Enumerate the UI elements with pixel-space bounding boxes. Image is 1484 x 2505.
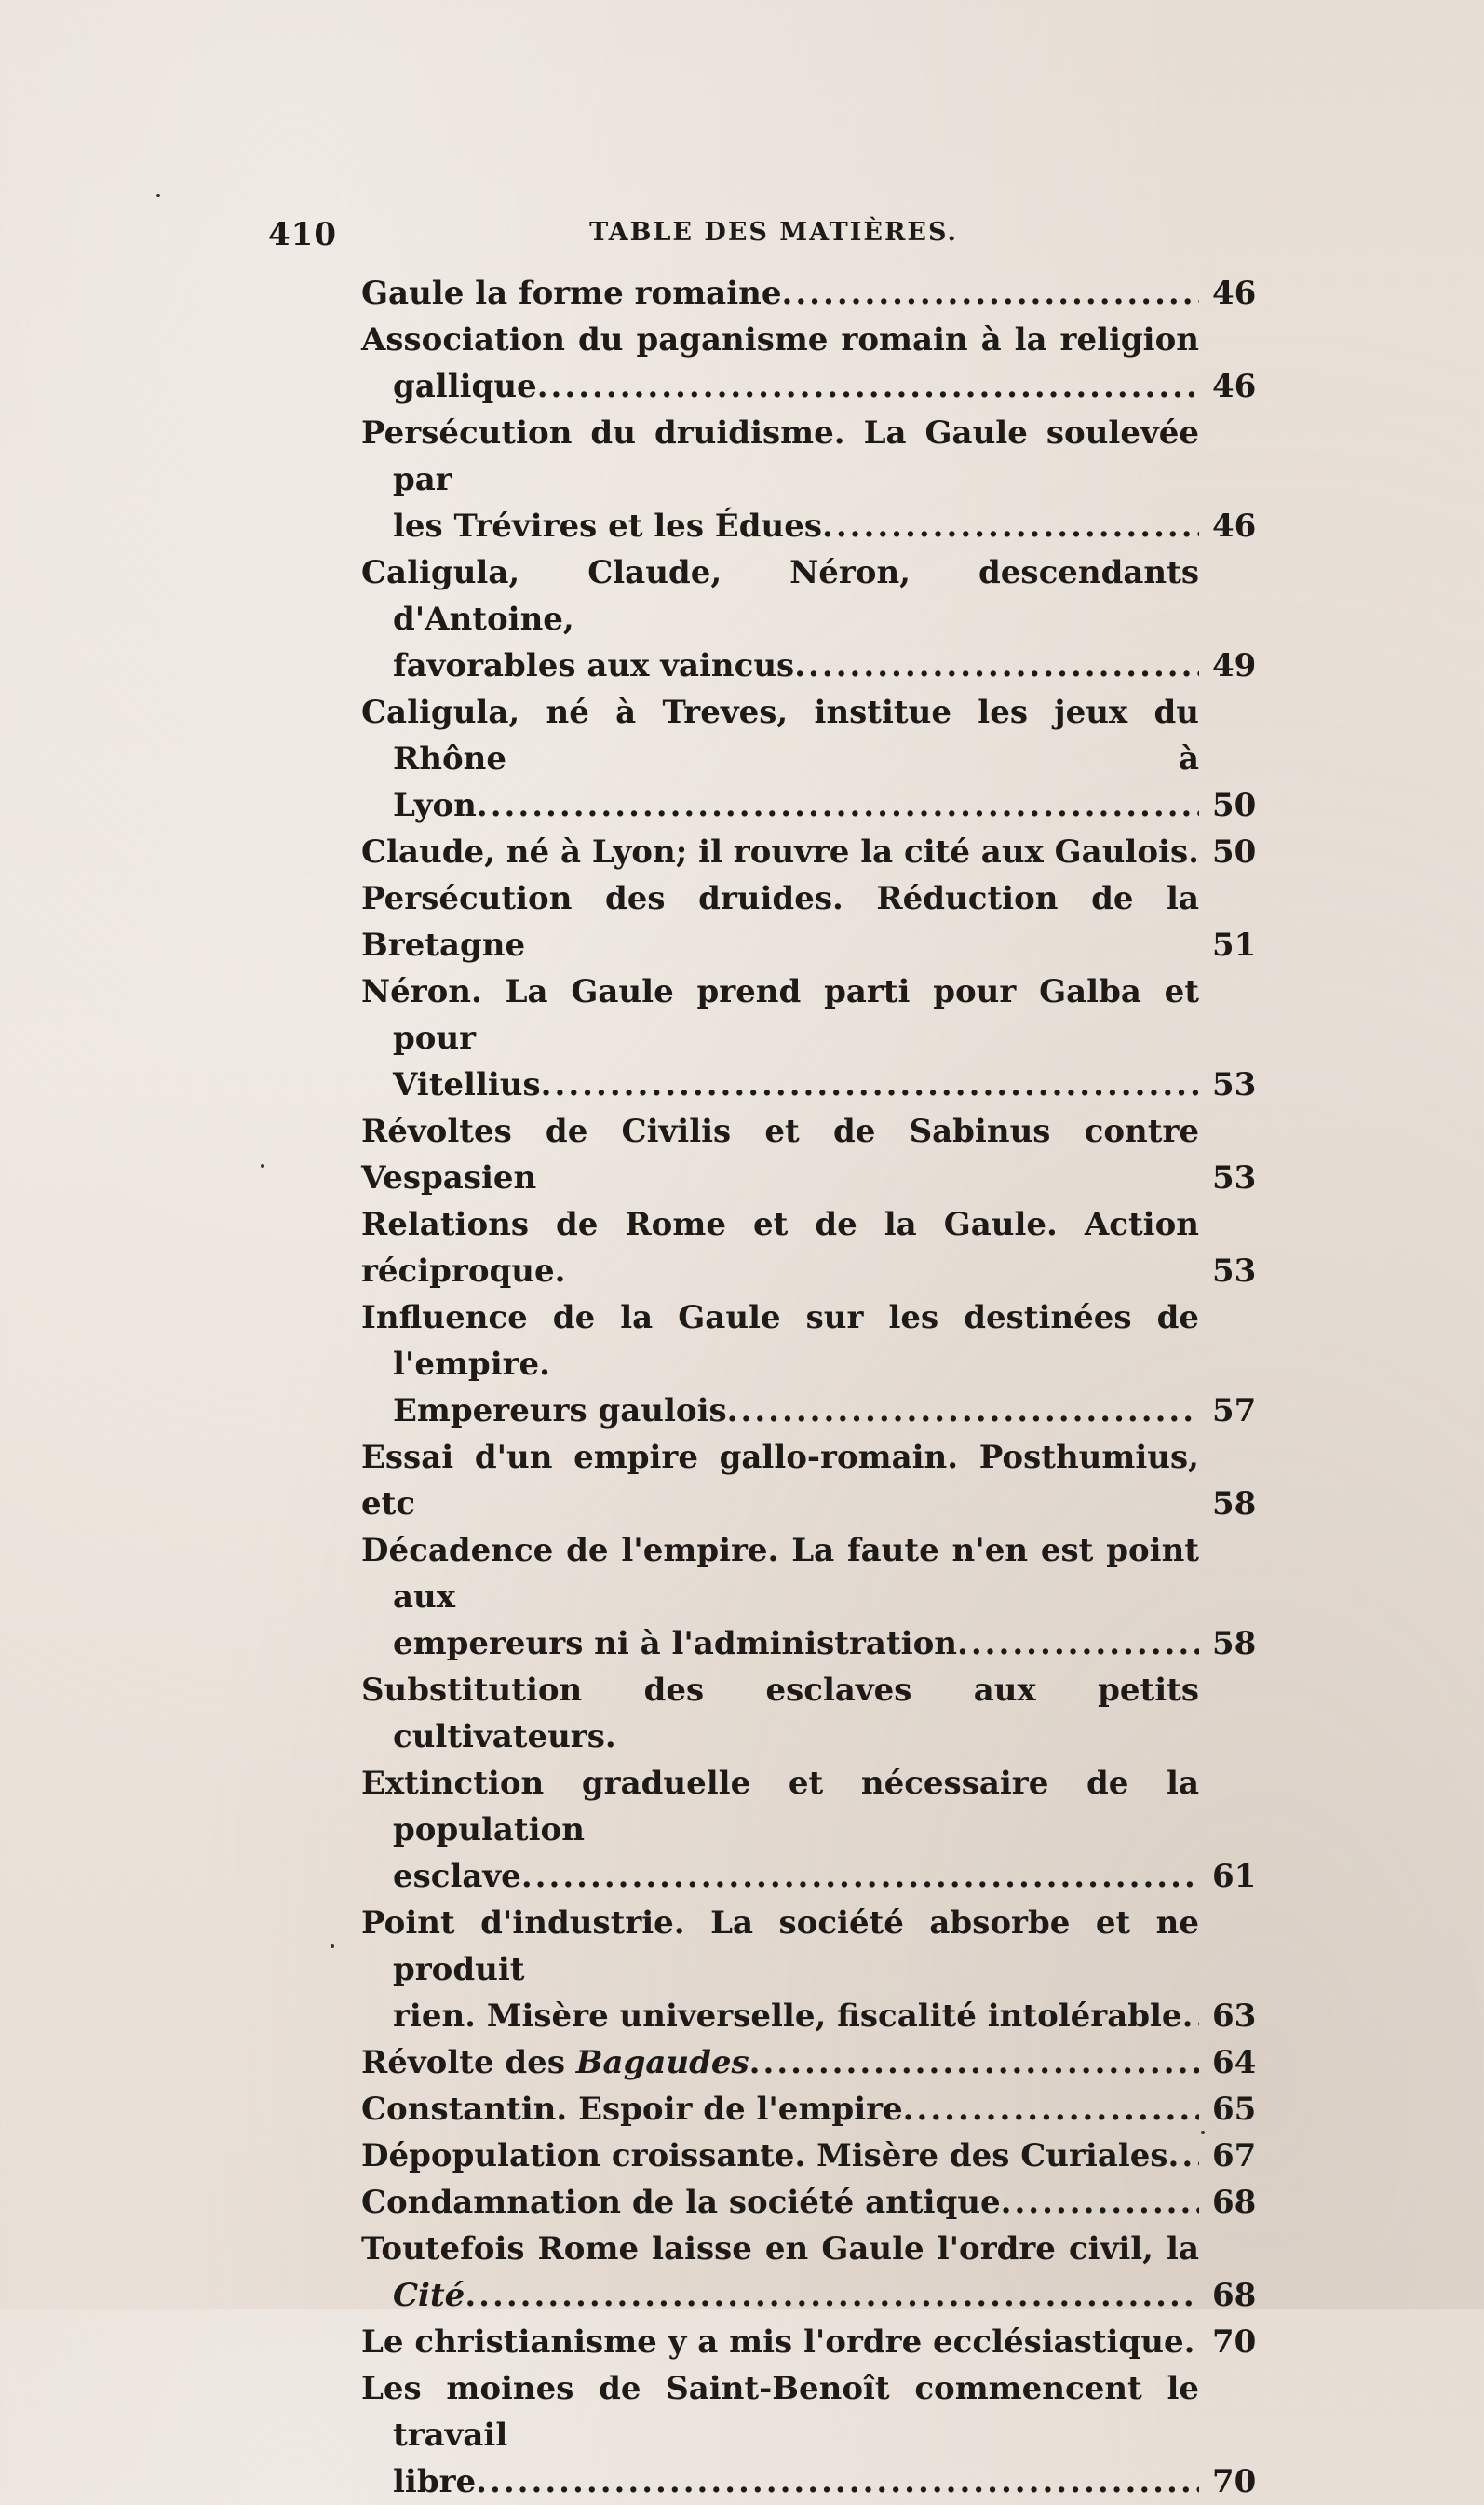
toc-entry-text: Association du paganisme romain à la religion xyxy=(361,321,1199,359)
paper-speck xyxy=(331,1944,334,1948)
toc-entry xyxy=(361,1667,1277,1900)
toc-entry-text: Relations de Rome et de la Gaule. Action réciproque. xyxy=(361,1206,1199,1290)
toc-page-number: 53 xyxy=(1212,1252,1257,1290)
toc-entry-last-line xyxy=(361,2133,1199,2179)
toc-entry-last-line xyxy=(361,1108,1199,1201)
toc-page-number: 50 xyxy=(1212,787,1257,824)
toc-entry xyxy=(361,1900,1277,2039)
toc-entry-text: Caligula, Claude, Néron, descendants d'Antoine, xyxy=(361,554,1199,638)
toc-entry-text: Condamnation de la société antique xyxy=(361,2184,1001,2221)
dot-leader xyxy=(1168,2133,1199,2179)
toc-entry-text: Les moines de Saint-Benoît commencent le travail xyxy=(361,2370,1199,2454)
toc-page-number: 67 xyxy=(1212,2137,1257,2174)
toc-page-number: 53 xyxy=(1212,1066,1257,1104)
toc-entry-last-line xyxy=(361,270,1199,317)
toc-entry xyxy=(361,549,1277,689)
toc-page-number: 51 xyxy=(1212,927,1257,964)
toc-entry-text: Claude, né à Lyon; il rouvre la cité aux Gaulois xyxy=(361,833,1189,871)
dot-leader xyxy=(1184,2319,1199,2365)
paper-speck xyxy=(1201,2131,1205,2134)
toc-page-number: 46 xyxy=(1212,508,1257,545)
paper-speck xyxy=(261,1164,264,1168)
dot-leader xyxy=(477,782,1199,829)
dot-leader xyxy=(749,2039,1199,2086)
toc-entry-last-line xyxy=(361,2319,1199,2365)
dot-leader xyxy=(781,270,1199,317)
toc-entry-text: rien. Misère universelle, fiscalité intolérable xyxy=(393,1997,1182,2035)
dot-leader xyxy=(957,1620,1199,1667)
toc-entry-text: Lyon xyxy=(393,787,477,824)
toc-entry-last-line xyxy=(361,2086,1199,2133)
toc-page-number: 58 xyxy=(1212,1625,1257,1662)
toc-entry xyxy=(361,829,1277,875)
toc-entry-last-line xyxy=(361,829,1199,875)
toc-page-number: 53 xyxy=(1212,1159,1257,1197)
toc-entry xyxy=(361,1527,1277,1667)
toc-entry xyxy=(361,2179,1277,2226)
toc-entry-text: favorables aux vaincus xyxy=(393,647,795,684)
toc-entry-last-line xyxy=(393,1388,1199,1434)
toc-page-number: 46 xyxy=(1212,368,1257,405)
dot-leader xyxy=(727,1388,1199,1434)
toc-entry-last-line xyxy=(393,2272,1199,2319)
toc-entry-last-line xyxy=(361,875,1199,968)
toc-entry xyxy=(361,875,1277,968)
dot-leader xyxy=(1001,2179,1199,2226)
dot-leader xyxy=(537,363,1199,410)
page-header xyxy=(268,216,1279,253)
toc-entry-text: Vitellius xyxy=(393,1066,541,1104)
dot-leader xyxy=(822,503,1199,549)
paper-speck xyxy=(156,194,160,197)
toc-page-number: 58 xyxy=(1212,1485,1257,1523)
toc-entry-text: Révolte des Bagaudes xyxy=(361,2044,749,2081)
toc-page-number: 49 xyxy=(1212,647,1257,684)
toc-entry-last-line xyxy=(393,1620,1199,1667)
table-of-contents xyxy=(361,270,1277,2505)
toc-entry-last-line xyxy=(361,2179,1199,2226)
toc-entry-text: Néron. La Gaule prend parti pour Galba et pour xyxy=(361,973,1199,1057)
toc-entry-text: Cité xyxy=(393,2277,465,2314)
dot-leader xyxy=(1182,1993,1199,2039)
toc-entry-last-line xyxy=(393,2458,1199,2505)
toc-entry-text: Caligula, né à Treves, institue les jeux du Rhône à xyxy=(361,694,1199,778)
toc-entry-last-line xyxy=(393,782,1199,829)
dot-leader xyxy=(541,1062,1199,1108)
toc-page-number: 70 xyxy=(1212,2323,1257,2361)
toc-entry-text: Constantin. Espoir de l'empire xyxy=(361,2091,903,2128)
toc-entry-text: Substitution des esclaves aux petits cultivateurs. xyxy=(361,1672,1199,1755)
toc-entry-last-line xyxy=(393,503,1199,549)
toc-page-number: 68 xyxy=(1212,2184,1257,2221)
toc-entry-text: empereurs ni à l'administration xyxy=(393,1625,957,1662)
toc-entry-text: Persécution des druides. Réduction de la Bretagne xyxy=(361,880,1199,964)
toc-entry-text: gallique xyxy=(393,368,537,405)
toc-entry-text: les Trévires et les Édues xyxy=(393,508,822,545)
toc-entry xyxy=(361,2039,1277,2086)
toc-entry-text: Décadence de l'empire. La faute n'en est point aux xyxy=(361,1532,1199,1616)
toc-entry xyxy=(361,968,1277,1108)
toc-entry-text: Dépopulation croissante. Misère des Curiales xyxy=(361,2137,1168,2174)
page-number: 410 xyxy=(268,216,337,253)
toc-entry-last-line xyxy=(393,1993,1199,2039)
toc-entry xyxy=(361,689,1277,829)
toc-entry xyxy=(361,410,1277,549)
toc-entry xyxy=(361,1108,1277,1201)
toc-entry-last-line xyxy=(393,1062,1199,1108)
toc-entry xyxy=(361,317,1277,410)
toc-entry-last-line xyxy=(361,2039,1199,2086)
toc-entry-last-line xyxy=(361,1201,1199,1294)
toc-entry-text: Persécution du druidisme. La Gaule soulevée par xyxy=(361,414,1199,498)
dot-leader xyxy=(903,2086,1199,2133)
toc-page-number: 70 xyxy=(1212,2463,1257,2500)
toc-entry-text: esclave xyxy=(393,1858,521,1895)
toc-entry-text: Empereurs gaulois xyxy=(393,1392,727,1429)
toc-entry xyxy=(361,270,1277,317)
toc-page-number: 50 xyxy=(1212,833,1257,871)
toc-entry-text: Essai d'un empire gallo-romain. Posthumius, etc xyxy=(361,1439,1199,1523)
toc-entry-text: Le christianisme y a mis l'ordre ecclésiastique xyxy=(361,2323,1184,2361)
toc-entry xyxy=(361,2319,1277,2365)
toc-page-number: 63 xyxy=(1212,1997,1257,2035)
toc-entry-last-line xyxy=(393,1853,1199,1900)
toc-entry-text: Point d'industrie. La société absorbe et ne produit xyxy=(361,1904,1199,1988)
toc-page-number: 64 xyxy=(1212,2044,1257,2081)
toc-entry xyxy=(361,1201,1277,1294)
toc-entry-text: libre xyxy=(393,2463,477,2500)
toc-entry-text: Influence de la Gaule sur les destinées de l'empire. xyxy=(361,1299,1199,1383)
toc-entry xyxy=(361,1294,1277,1434)
toc-page-number: 68 xyxy=(1212,2277,1257,2314)
dot-leader xyxy=(521,1853,1199,1900)
dot-leader xyxy=(794,643,1199,689)
toc-page-number: 61 xyxy=(1212,1858,1257,1895)
toc-page-number: 65 xyxy=(1212,2091,1257,2128)
running-title: TABLE DES MATIÈRES. xyxy=(589,218,958,247)
toc-entry xyxy=(361,2226,1277,2319)
dot-leader xyxy=(476,2458,1199,2505)
dot-leader xyxy=(465,2272,1199,2319)
toc-entry-text: Gaule la forme romaine xyxy=(361,275,782,312)
toc-entry-text: Extinction graduelle et nécessaire de la population xyxy=(361,1765,1199,1848)
toc-entry-text: Révoltes de Civilis et de Sabinus contre Vespasien xyxy=(361,1113,1199,1197)
toc-entry xyxy=(361,1434,1277,1527)
toc-entry xyxy=(361,2133,1277,2179)
toc-page-number: 46 xyxy=(1212,275,1257,312)
toc-entry-last-line xyxy=(393,363,1199,410)
toc-entry-text: Toutefois Rome laisse en Gaule l'ordre civil, la xyxy=(361,2230,1199,2268)
toc-entry xyxy=(361,2086,1277,2133)
toc-entry xyxy=(361,2365,1277,2505)
toc-page-number: 57 xyxy=(1212,1392,1257,1429)
dot-leader xyxy=(1188,829,1199,875)
toc-entry-last-line xyxy=(361,1434,1199,1527)
toc-entry-last-line xyxy=(393,643,1199,689)
